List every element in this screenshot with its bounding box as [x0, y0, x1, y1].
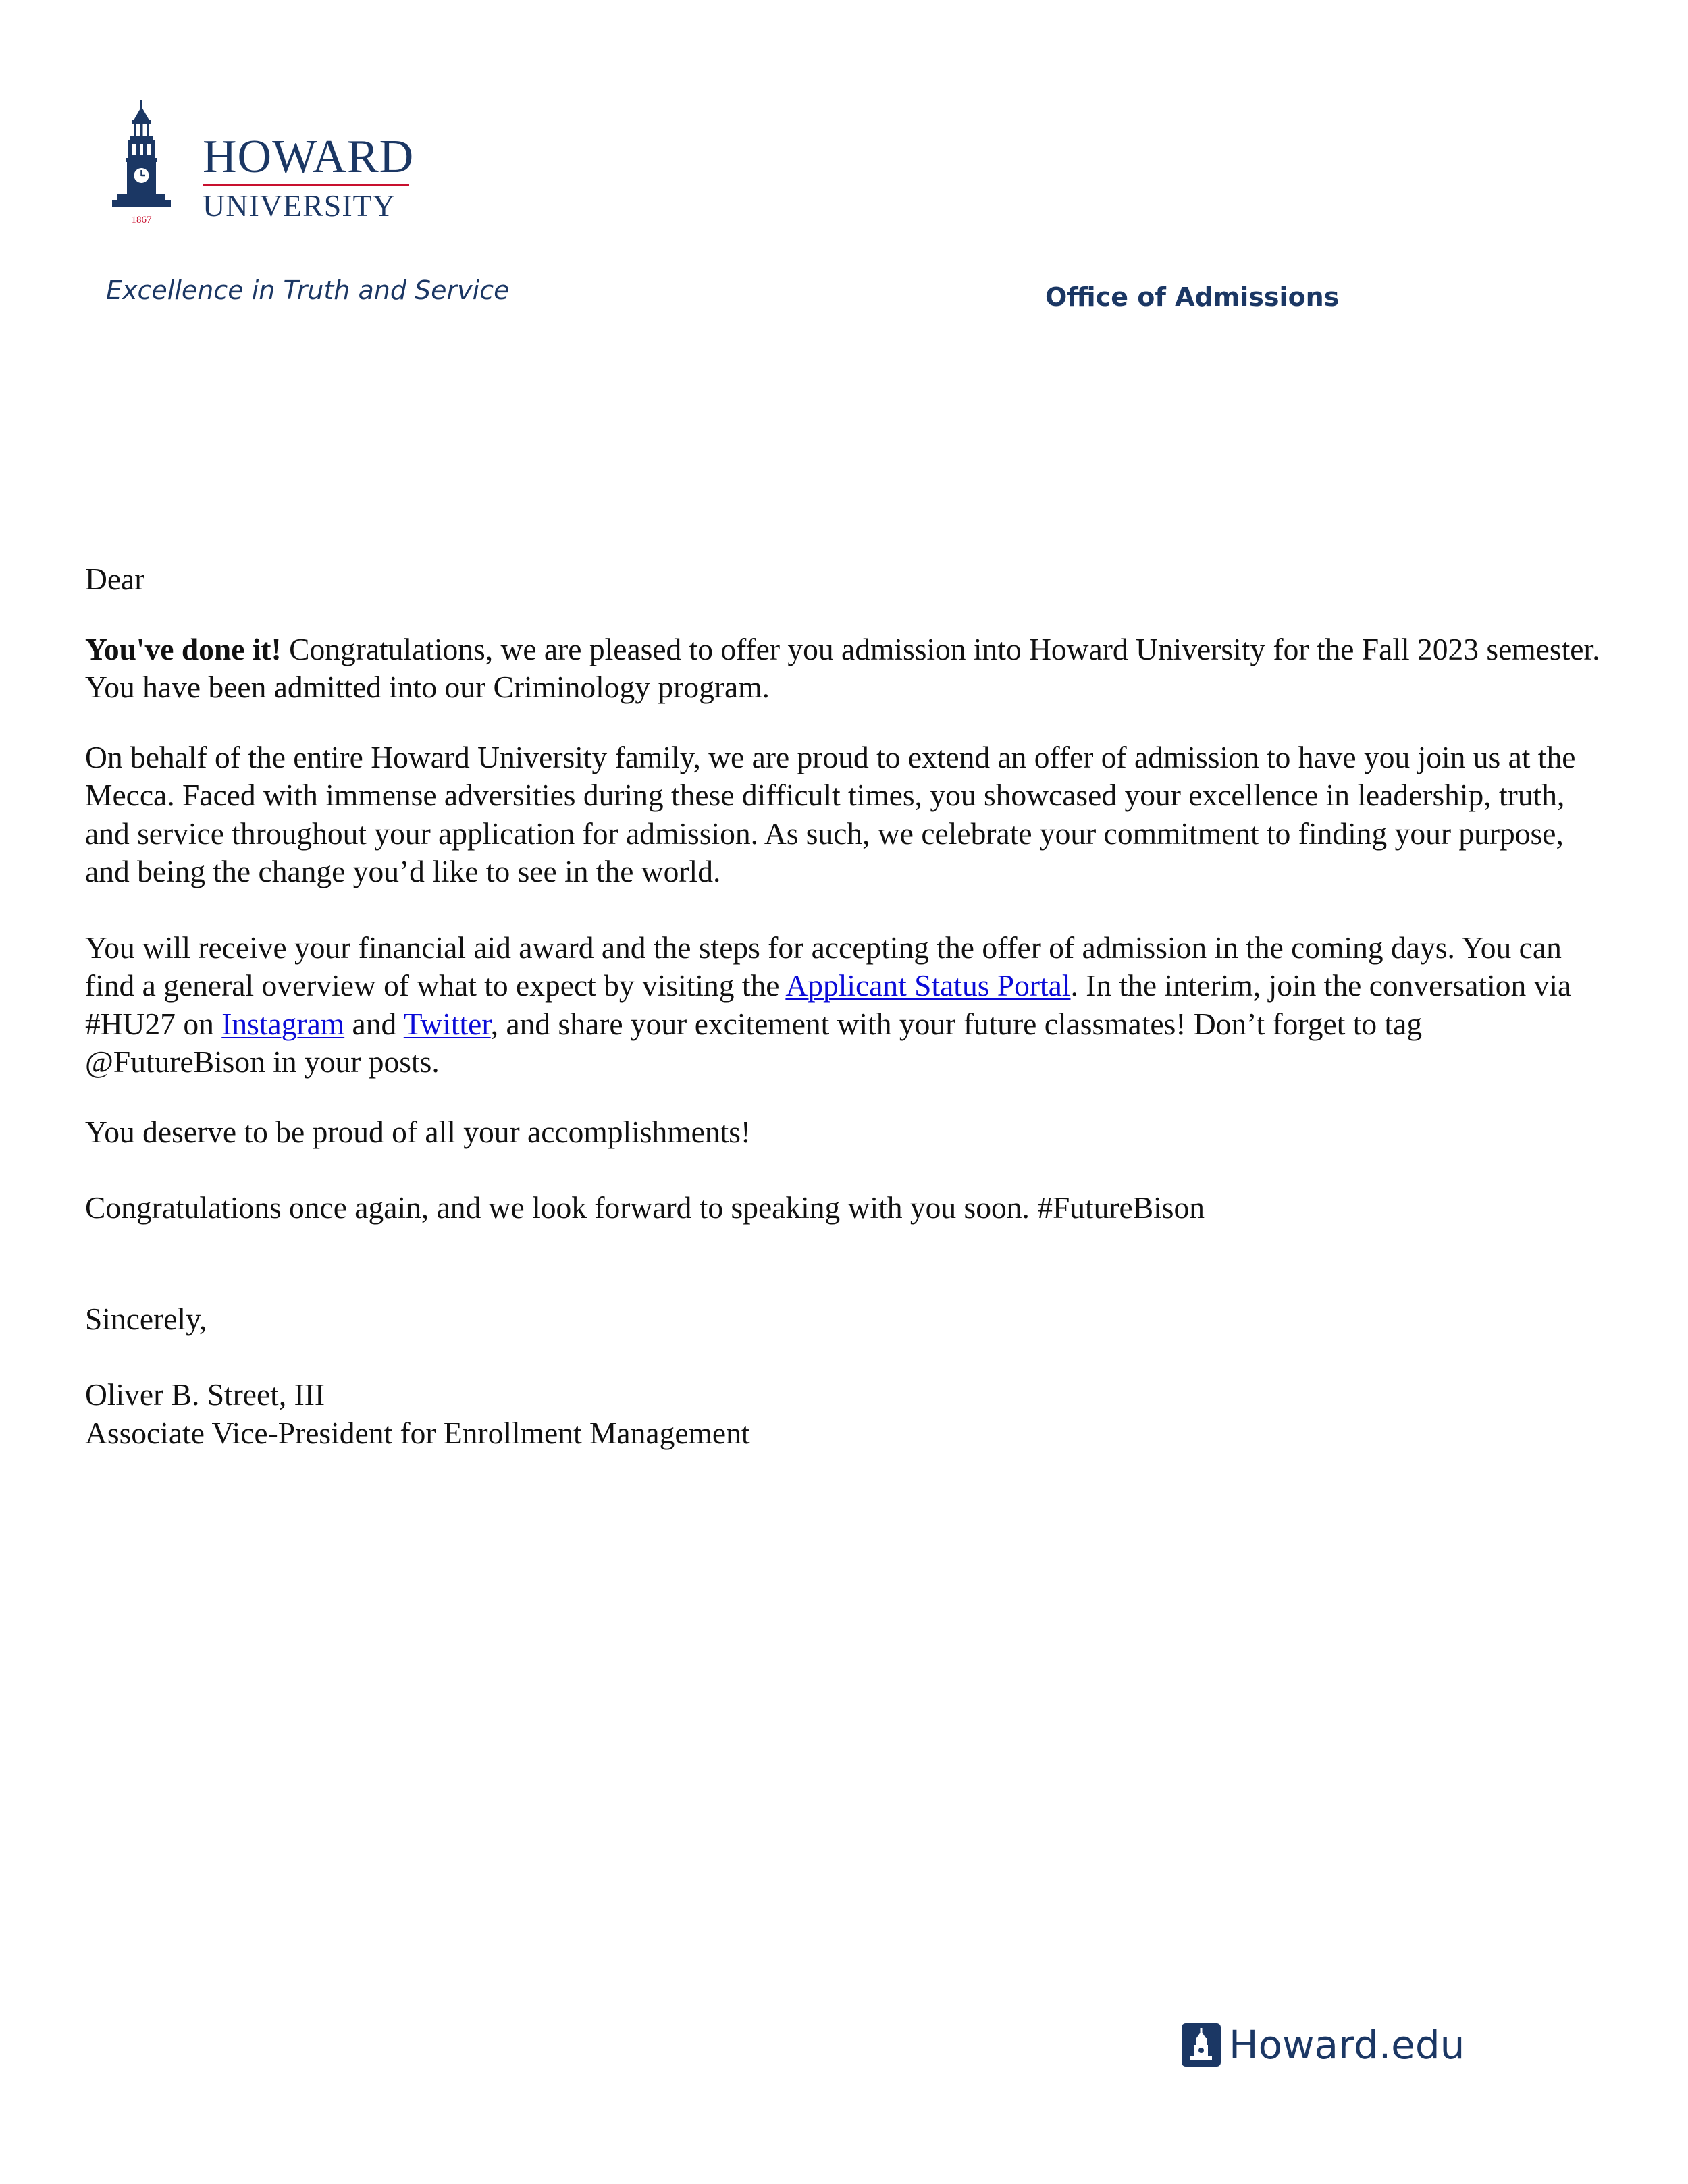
- paragraph-proud: You deserve to be proud of all your accomplishments!: [85, 1114, 751, 1149]
- paragraph-admission: [85, 631, 1604, 707]
- logo-red-rule: [203, 184, 409, 186]
- logo-name-line2: UNIVERSITY: [203, 188, 396, 223]
- signer-title: Associate Vice-President for Enrollment Management: [85, 1415, 750, 1450]
- clock-tower-icon: [108, 100, 176, 228]
- admission-text: Congratulations, we are pleased to offer you admission into Howard University for the Fall 2023 semester. You have been admitted into our Criminology program.: [85, 631, 1600, 704]
- logo-wordmark: [203, 131, 415, 223]
- next-steps-text-4: , and share your excitement with your future classmates! Don’t forget to tag @FutureBison in your posts.: [85, 1006, 1423, 1079]
- logo-name-line1: HOWARD: [203, 131, 415, 183]
- signer-name: Oliver B. Street, III: [85, 1377, 325, 1412]
- footer-website: [1182, 2022, 1465, 2068]
- next-steps-text-1: You will receive your financial aid award and the steps for accepting the offer of admission in the coming days. You can find a general overview of what to expect by visiting the: [85, 930, 1562, 1003]
- next-steps-text-3: and: [344, 1006, 404, 1041]
- university-motto: Excellence in Truth and Service: [106, 275, 510, 305]
- office-title: Office of Admissions: [1045, 282, 1340, 312]
- next-steps-text-2: . In the interim, join the conversation via #HU27 on: [85, 968, 1572, 1041]
- twitter-link[interactable]: Twitter: [403, 1006, 491, 1041]
- instagram-link[interactable]: Instagram: [221, 1006, 345, 1041]
- closing: Sincerely,: [85, 1301, 207, 1336]
- clock-tower-icon: [1182, 2023, 1221, 2067]
- applicant-status-portal-link[interactable]: Applicant Status Portal: [785, 968, 1071, 1003]
- website-text[interactable]: Howard.edu: [1229, 2022, 1465, 2068]
- paragraph-next-steps: [85, 929, 1604, 1082]
- howard-university-logo: [108, 100, 419, 228]
- paragraph-congratulations: Congratulations once again, and we look forward to speaking with you soon. #FutureBison: [85, 1190, 1205, 1225]
- letter-body: [85, 560, 1604, 1452]
- paragraph-behalf: On behalf of the entire Howard University family, we are proud to extend an offer of admission to have you join us at the Mecca. Faced with immense adversities during these difficult times, you showcased your excellence in leadership, truth, and service throughout your application for admission. As such, we celebrate your commitment to finding your purpose, and being the change you’d like to see in the world.: [85, 739, 1576, 888]
- salutation: Dear: [85, 562, 145, 596]
- logo-year: 1867: [131, 215, 152, 225]
- bold-lead: You've done it!: [85, 631, 282, 666]
